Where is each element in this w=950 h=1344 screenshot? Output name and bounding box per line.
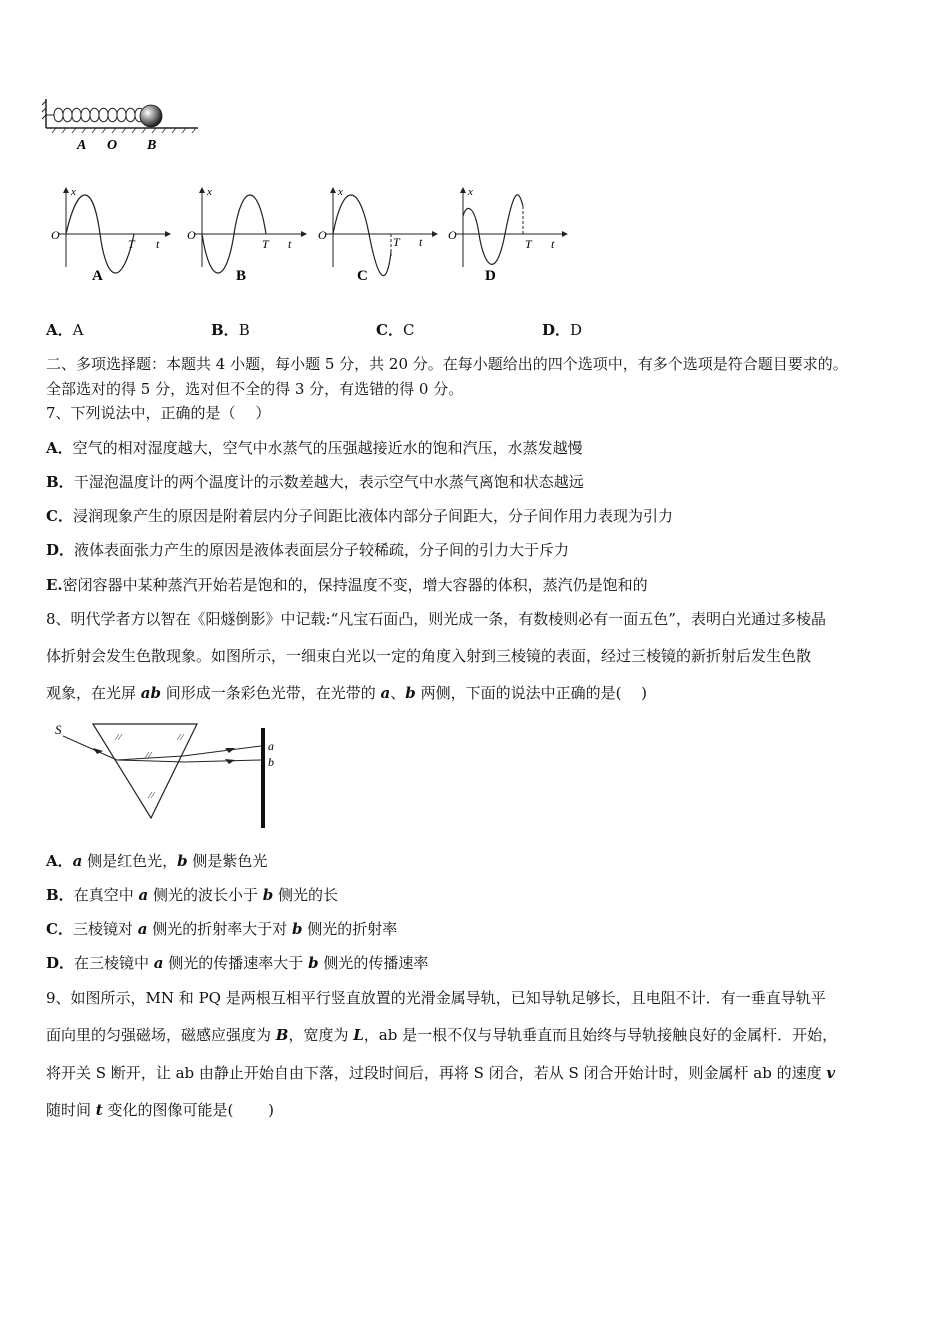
q8-option-b[interactable]: B．在真空中 a 侧光的波长小于 b 侧光的长 [46, 886, 339, 904]
curve-C [333, 195, 391, 276]
q7-option-c[interactable]: C．浸润现象产生的原因是附着层内分子间距比液体内部分子间距大，分子间作用力表现为引力 [46, 507, 673, 525]
axis-x-label: x [207, 186, 212, 198]
graph-A [48, 182, 178, 287]
q9-stem-line2: 面向里的匀强磁场，磁感应强度为 B，宽度为 L，ab 是一根不仅与导轨垂直而且始终与导轨接触良好的金属杆．开始， [46, 1026, 838, 1044]
q7-option-d[interactable]: D．液体表面张力产生的原因是液体表面层分子较稀疏，分子间的引力大于斥力 [46, 541, 570, 559]
q6-option-b[interactable]: B．B [211, 321, 250, 339]
q8-option-a[interactable]: A．a 侧是红色光，b 侧是紫色光 [46, 852, 268, 870]
axis-t-label: t [551, 237, 555, 251]
q8-stem-line2: 体折射会发生色散现象。如图所示，一细束白光以一定的角度入射到三棱镜的表面，经过三棱镜的新折射后发生色散 [46, 647, 812, 665]
q8-stem-line1: 8、明代学者方以智在《阳燧倒影》中记载:“凡宝石面凸，则光成一条，有数棱则必有一面五色”，表明白光通过多棱晶 [46, 610, 826, 628]
q7-option-b[interactable]: B．干湿泡温度计的两个温度计的示数差越大，表示空气中水蒸气离饱和状态越远 [46, 473, 584, 491]
period-label: T [128, 237, 135, 251]
q9-stem-line4: 随时间 t 变化的图像可能是( ) [46, 1101, 274, 1119]
spring-oscillator-figure [40, 95, 210, 157]
section2-instructions-line2: 全部选对的得 5 分，选对但不全的得 3 分，有选错的得 0 分。 [46, 380, 464, 398]
graph-C [315, 182, 445, 287]
screen-label-b: b [268, 755, 274, 769]
origin-label: O [187, 228, 196, 242]
graph-caption: A [92, 268, 103, 284]
origin-label: O [448, 228, 457, 242]
q9-stem-line3: 将开关 S 断开，让 ab 由静止开始自由下落，过段时间后，再将 S 闭合，若从 S 闭合开始计时，则金属杆 ab 的速度 v [46, 1064, 836, 1082]
axis-x-label: x [71, 186, 76, 198]
ball [140, 105, 162, 127]
q6-option-d[interactable]: D．D [542, 321, 583, 339]
axis-x-label: x [468, 186, 473, 198]
graph-D [445, 182, 575, 287]
period-label: T [525, 237, 532, 251]
graph-caption: D [485, 268, 496, 284]
q8-option-c[interactable]: C．三棱镜对 a 侧光的折射率大于对 b 侧光的折射率 [46, 920, 398, 938]
section2-instructions-line1: 二、多项选择题：本题共 4 小题，每小题 5 分，共 20 分。在每小题给出的四个选项中，有多个选项是符合题目要求的。 [46, 355, 848, 373]
axis-t-label: t [288, 237, 292, 251]
q7-option-e[interactable]: E.密闭容器中某种蒸汽开始若是饱和的，保持温度不变，增大容器的体积，蒸汽仍是饱和的 [46, 576, 648, 594]
axis-t-label: t [156, 237, 160, 251]
prism-dispersion-figure [45, 718, 285, 828]
period-label: T [393, 235, 400, 249]
origin-label: O [318, 228, 327, 242]
period-label: T [262, 237, 269, 251]
source-label: S [55, 722, 62, 737]
origin-label: O [51, 228, 60, 242]
q8-stem-line3: 观象，在光屏 ab 间形成一条彩色光带，在光带的 a、b 两侧，下面的说法中正确的是( ) [46, 684, 648, 702]
spring-coil [46, 108, 153, 122]
label-B: B [147, 138, 157, 153]
light-screen [261, 728, 265, 828]
q6-option-a[interactable]: A．A [46, 321, 84, 339]
graph-caption: B [236, 268, 247, 284]
curve-D [463, 195, 523, 265]
axis-x-label: x [338, 186, 343, 198]
graph-caption: C [357, 268, 368, 284]
label-A: A [77, 138, 87, 153]
q9-stem-line1: 9、如图所示，MN 和 PQ 是两根互相平行竖直放置的光滑金属导轨，已知导轨足够长，且电阻不计．有一垂直导轨平 [46, 989, 826, 1007]
graph-B [184, 182, 314, 287]
screen-label-a: a [268, 739, 274, 753]
q7-stem: 7、下列说法中，正确的是（ ） [46, 404, 271, 422]
q7-option-a[interactable]: A．空气的相对湿度越大，空气中水蒸气的压强越接近水的饱和汽压，水蒸发越慢 [46, 439, 583, 457]
q8-option-d[interactable]: D．在三棱镜中 a 侧光的传播速率大于 b 侧光的传播速率 [46, 954, 429, 972]
axis-t-label: t [419, 235, 423, 249]
q6-option-c[interactable]: C．C [376, 321, 415, 339]
label-O: O [107, 138, 118, 153]
